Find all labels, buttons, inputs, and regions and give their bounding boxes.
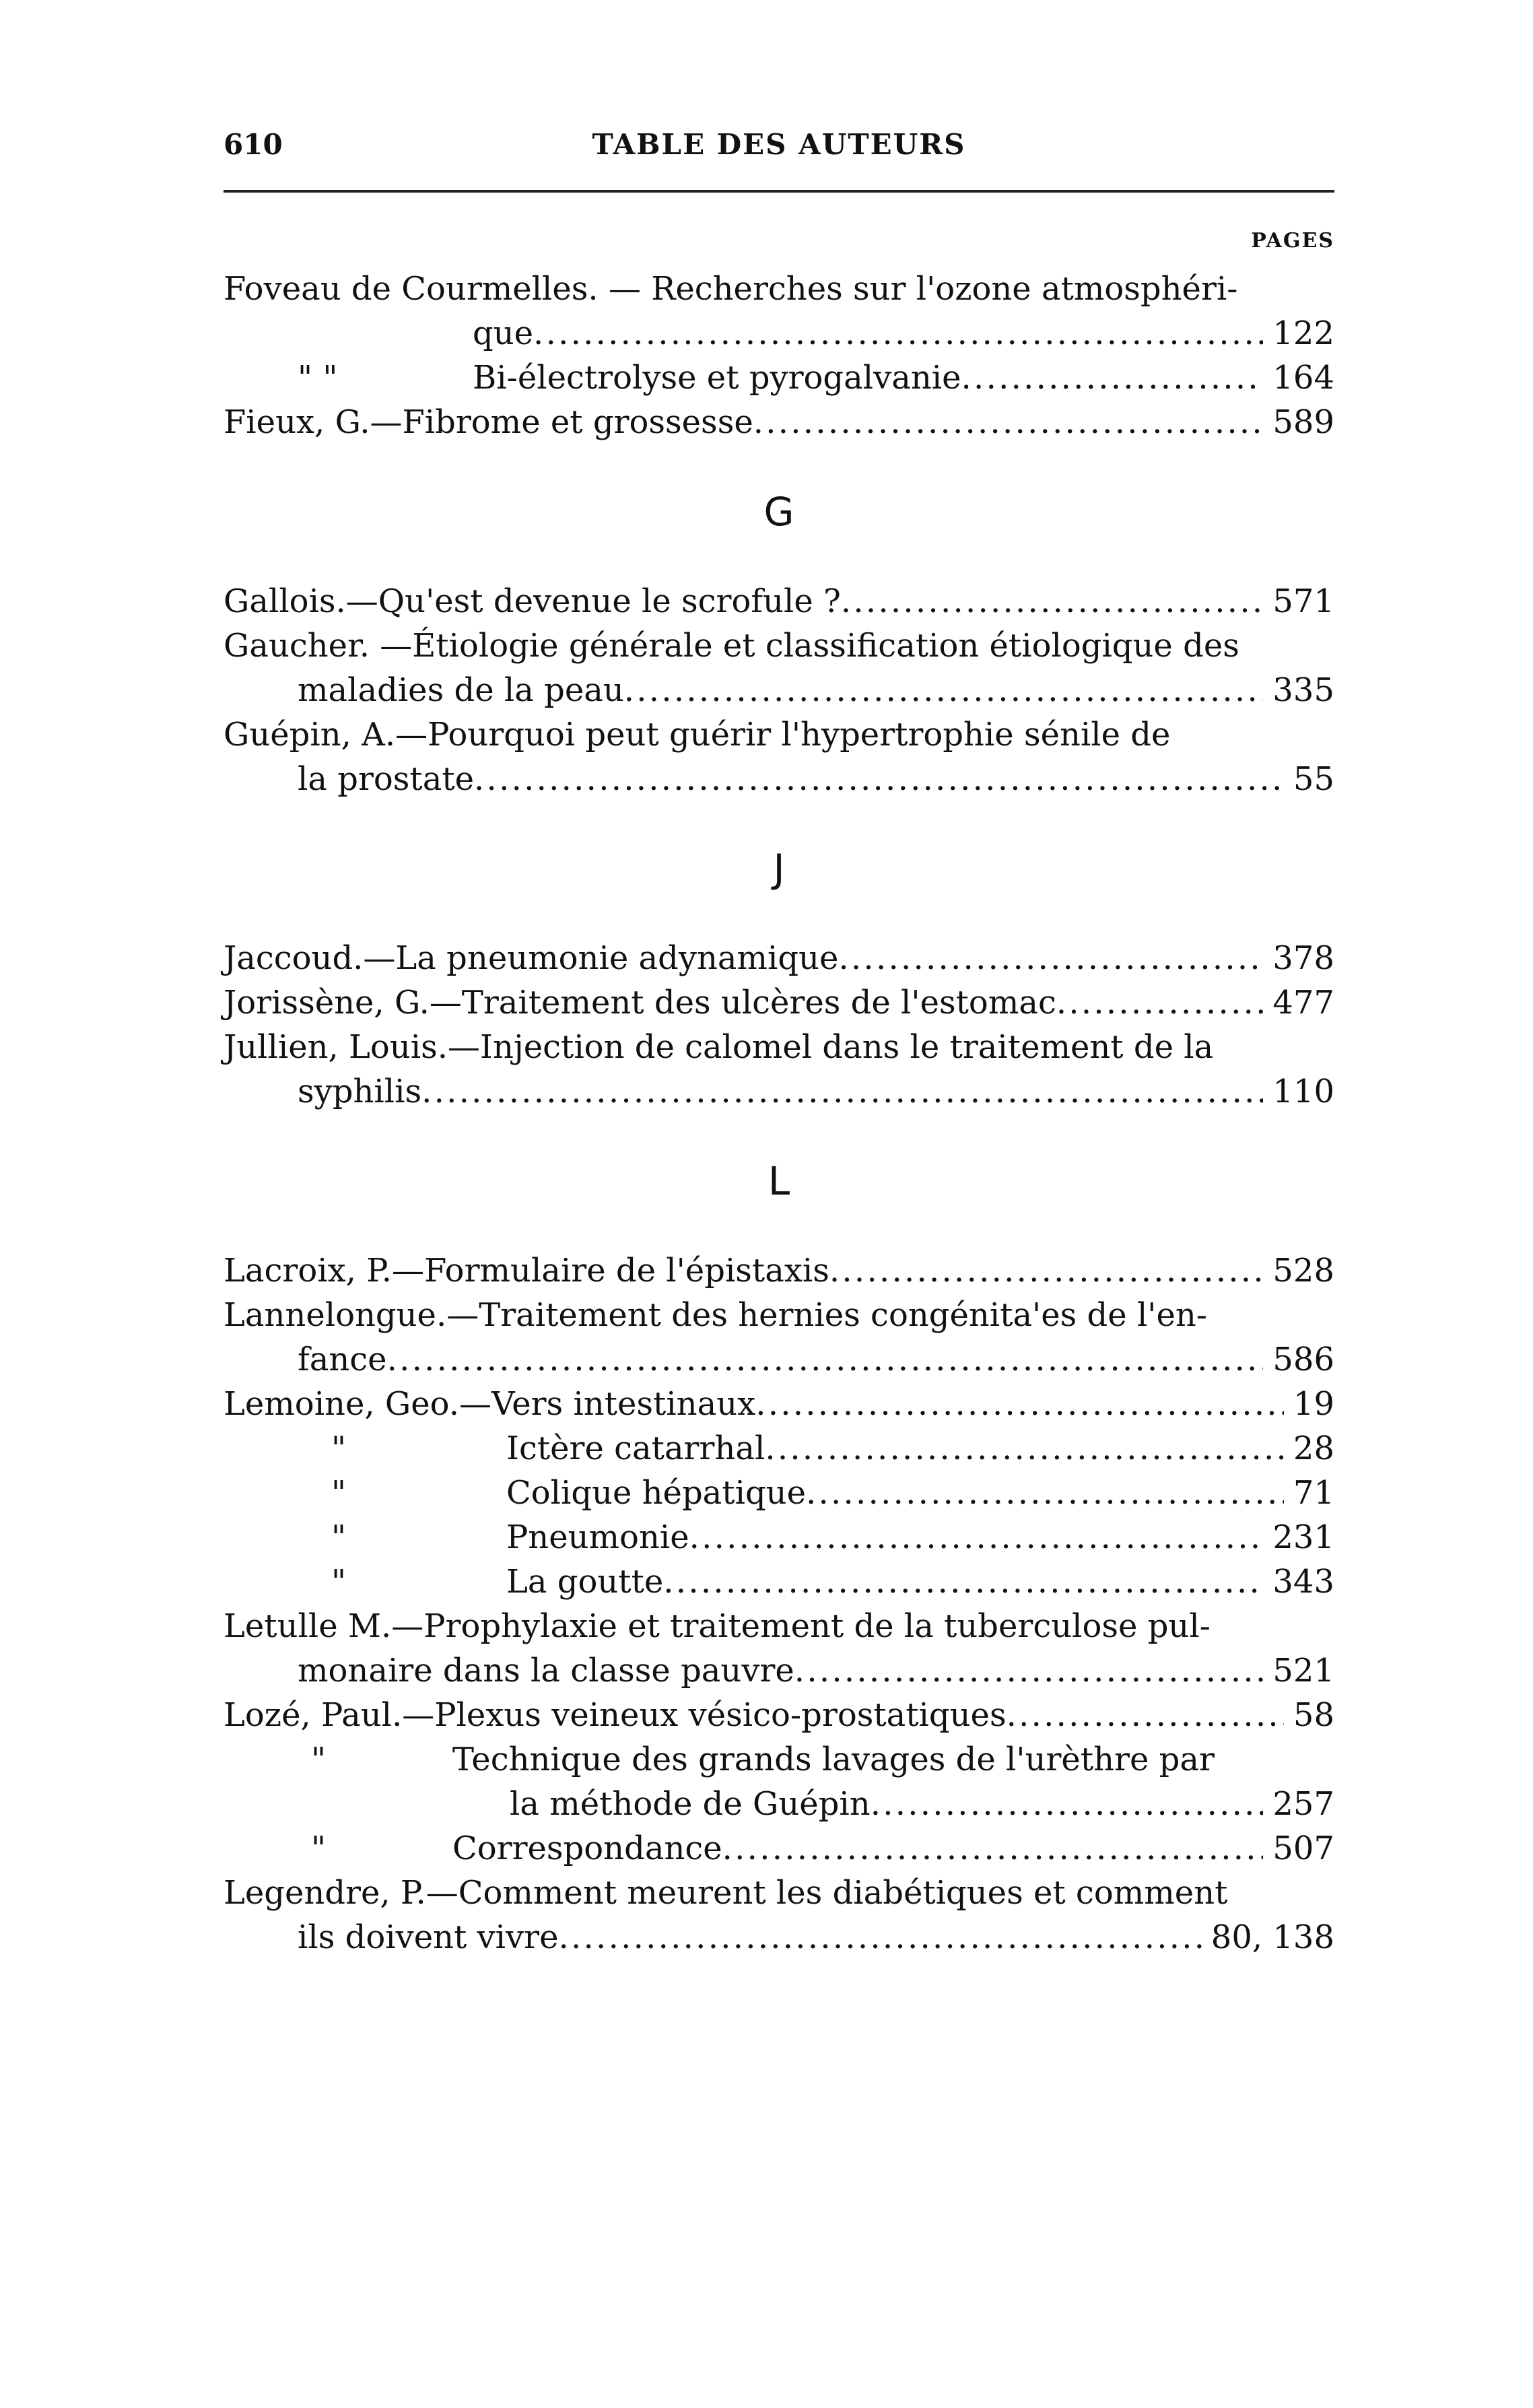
index-entry-line: Guépin, A.—Pourquoi peut guérir l'hypertrophie sénile de — [224, 716, 1171, 754]
page-ref: 589 — [1272, 403, 1334, 441]
page-ref: 28 — [1293, 1430, 1334, 1467]
author-index — [224, 267, 1334, 1960]
leader-dots — [765, 1426, 1284, 1471]
leader-dots — [722, 1826, 1264, 1871]
leader-dots — [663, 1560, 1263, 1604]
index-entry-line: Lemoine, Geo.—Vers intestinaux . . . 19 — [224, 1382, 1334, 1426]
index-entry-line: Foveau de Courmelles. — Recherches sur l'ozone atmosphéri- — [224, 270, 1238, 308]
leader-dots — [806, 1471, 1284, 1515]
index-entry-line: la prostate . . . 55 — [224, 757, 1334, 801]
leader-dots — [559, 1915, 1202, 1960]
ditto-mark: " — [331, 1518, 347, 1556]
page-ref: 378 — [1272, 939, 1334, 977]
ditto-mark: " — [331, 1474, 347, 1512]
leader-dots — [533, 311, 1263, 356]
page-ref: 110 — [1272, 1073, 1334, 1110]
page-number: 610 — [224, 128, 283, 161]
leader-dots — [1056, 980, 1264, 1025]
index-entry-line: " Pneumonie . . . 231 — [224, 1515, 1334, 1560]
page-ref: 231 — [1272, 1518, 1334, 1556]
page-ref: 528 — [1272, 1252, 1334, 1290]
section-letter: L — [768, 1158, 790, 1204]
leader-dots — [1007, 1693, 1284, 1737]
index-entry-line: monaire dans la classe pauvre . . . 521 — [224, 1648, 1334, 1693]
index-entry-line: Gaucher. —Étiologie générale et classification étiologique des — [224, 627, 1239, 665]
leader-dots — [421, 1069, 1263, 1114]
index-entry-line: Lannelongue.—Traitement des hernies congénita'es de l'en- — [224, 1296, 1208, 1334]
page-ref: 477 — [1272, 984, 1334, 1022]
page-ref: 586 — [1272, 1341, 1334, 1378]
index-entry-line: Lozé, Paul.—Plexus veineux vésico-prostatiques . . . 58 — [224, 1693, 1334, 1737]
index-entry-line: " La goutte . . . 343 — [224, 1560, 1334, 1604]
page-ref: 55 — [1293, 760, 1334, 798]
index-entry-line: syphilis . . . 110 — [224, 1069, 1334, 1114]
index-entry-line: la méthode de Guépin . . . 257 — [224, 1782, 1334, 1826]
leader-dots — [841, 579, 1264, 624]
index-entry-line: Fieux, G.—Fibrome et grossesse . . . 589 — [224, 400, 1334, 444]
index-entry-line: Jaccoud.—La pneumonie adynamique . . . 378 — [224, 936, 1334, 980]
leader-dots — [624, 668, 1264, 712]
page-ref: 571 — [1272, 582, 1334, 620]
leader-dots — [871, 1782, 1264, 1826]
page-ref: 343 — [1272, 1563, 1334, 1601]
index-entry-line: " " Bi-électrolyse et pyrogalvanie . . . 164 — [224, 356, 1334, 400]
page-ref: 521 — [1272, 1652, 1334, 1690]
ditto-mark: " — [331, 1563, 347, 1601]
page-ref: 71 — [1293, 1474, 1334, 1512]
index-entry-line: " Technique des grands lavages de l'urèthre par — [224, 1737, 1334, 1782]
running-title: TABLE DES AUTEURS — [592, 128, 966, 161]
page-ref: 257 — [1272, 1785, 1334, 1823]
index-entry-line: " Ictère catarrhal . . . 28 — [224, 1426, 1334, 1471]
index-entry-line: Jorissène, G.—Traitement des ulcères de l'estomac . . . 477 — [224, 980, 1334, 1025]
ditto-mark: " — [311, 1830, 327, 1867]
pages-column-label: PAGES — [1251, 229, 1334, 253]
index-entry-line: fance . . . 586 — [224, 1337, 1334, 1382]
index-entry-line: Legendre, P.—Comment meurent les diabétiques et comment — [224, 1874, 1228, 1912]
index-entry-line: ils doivent vivre . . . 80, 138 — [224, 1915, 1334, 1960]
index-entry-line: Letulle M.—Prophylaxie et traitement de la tuberculose pul- — [224, 1607, 1211, 1645]
index-entry-line: " Colique hépatique . . . 71 — [224, 1471, 1334, 1515]
leader-dots — [689, 1515, 1264, 1560]
page-ref: 164 — [1272, 359, 1334, 397]
page-ref: 19 — [1293, 1385, 1334, 1423]
index-entry-line: maladies de la peau . . . 335 — [224, 668, 1334, 712]
leader-dots — [829, 1248, 1263, 1293]
ditto-mark: " " — [298, 359, 338, 397]
leader-dots — [961, 356, 1264, 400]
index-entry-line: Lacroix, P.—Formulaire de l'épistaxis . . . 528 — [224, 1248, 1334, 1293]
page-ref: 507 — [1272, 1830, 1334, 1867]
leader-dots — [794, 1648, 1264, 1693]
leader-dots — [387, 1337, 1264, 1382]
leader-dots — [838, 936, 1263, 980]
page-ref: 80, 138 — [1211, 1918, 1334, 1956]
running-header — [224, 128, 1334, 175]
page-ref: 58 — [1293, 1696, 1334, 1734]
index-entry-line: Gallois.—Qu'est devenue le scrofule ? . . . 571 — [224, 579, 1334, 624]
page-ref: 335 — [1272, 671, 1334, 709]
index-entry-line: que . . . 122 — [224, 311, 1334, 356]
index-entry-line: Jullien, Louis.—Injection de calomel dans le traitement de la — [224, 1028, 1214, 1066]
ditto-mark: " — [331, 1430, 347, 1467]
header-rule — [224, 190, 1334, 193]
section-letter: J — [773, 846, 785, 892]
leader-dots — [753, 400, 1264, 444]
ditto-mark: " — [311, 1741, 327, 1778]
leader-dots — [755, 1382, 1284, 1426]
index-entry-line: " Correspondance . . . 507 — [224, 1826, 1334, 1871]
section-letter: G — [763, 489, 794, 535]
leader-dots — [474, 757, 1284, 801]
page-ref: 122 — [1272, 314, 1334, 352]
